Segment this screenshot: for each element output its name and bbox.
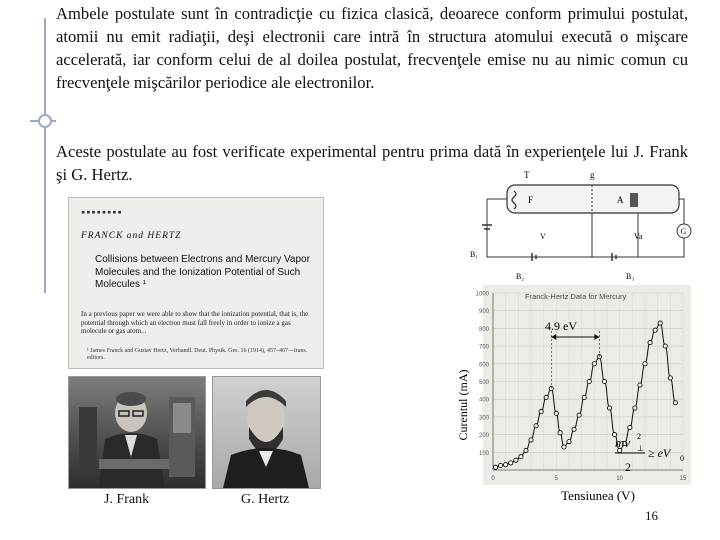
chart-y-tick-label: 400: [478, 397, 489, 404]
label-tube: T: [524, 170, 530, 180]
chart-data-point: [638, 383, 642, 387]
chart-y-tick-label: 200: [478, 433, 489, 440]
formula-relation: ≥ eV: [648, 446, 671, 460]
chart-data-point: [582, 395, 586, 399]
label-voltage: V: [540, 232, 546, 241]
chart-data-point: [602, 379, 606, 383]
chart-x-tick-label: 10: [616, 476, 624, 482]
caption-hertz: G. Hertz: [241, 492, 290, 507]
decorative-vertical-line: [44, 18, 46, 293]
chart-y-tick-label: 100: [478, 450, 489, 457]
chart-data-point: [554, 411, 558, 415]
photo-hertz: [212, 376, 321, 489]
chart-data-point: [577, 413, 581, 417]
decorative-bullet-circle: [38, 114, 52, 128]
chart-x-tick-label: 15: [679, 476, 687, 482]
chart-data-point: [514, 458, 518, 462]
chart-data-point: [643, 362, 647, 366]
chart-y-tick-label: 500: [478, 380, 489, 386]
paper-title: Collisions between Electrons and Mercury Vapor Molecules and the Ionization Potential of Such Molecules ¹: [95, 254, 310, 290]
chart-data-point: [572, 427, 576, 431]
chart-data-point: [607, 406, 611, 410]
chart-data-point: [539, 409, 543, 413]
paper-header-dots: ▪▪▪▪▪▪▪▪: [81, 208, 123, 216]
paragraph-postulates: Ambele postulate sunt în contradicţie cu fizica clasică, deoarece conform primului postulat, atomii nu emit radiaţii, deşi electronii care intră în structura atomului execută o mişcare accelerată, iar conform celui de al doilea postulat, frecvenţele emise nu au nimic comun cu frecvenţele mişcărilor periodice ale electronilor.: [56, 4, 688, 92]
chart-data-point: [558, 431, 562, 435]
chart-data-point: [524, 448, 528, 452]
label-battery-b3: B₃: [626, 272, 635, 281]
paragraph-experiment: Aceste postulate au fost verificate experimental pentru prima dată în experienţele lui J. Frank şi G. Hertz.: [56, 142, 688, 184]
chart-y-tick-label: 300: [478, 415, 489, 422]
chart-x-tick-label: 5: [554, 476, 559, 482]
formula-rhs-subscript: 0: [680, 454, 684, 463]
chart-y-axis-label: Curentul (mA): [456, 369, 470, 441]
chart-data-point: [673, 401, 677, 405]
page-number: 16: [645, 508, 658, 523]
hertz-portrait-illustration: [213, 377, 320, 488]
chart-data-point: [529, 438, 533, 442]
chart-data-point: [663, 344, 667, 348]
chart-y-tick-label: 1000: [475, 291, 489, 298]
formula-denominator: 2: [625, 460, 631, 474]
label-filament: F: [528, 195, 534, 205]
franck-hertz-chart: [455, 285, 691, 507]
chart-x-axis-label: Tensiunea (V): [561, 488, 635, 503]
chart-annotation-4.9eV: 4.9 eV: [545, 319, 577, 333]
chart-data-point: [562, 445, 566, 449]
chart-data-point: [668, 376, 672, 380]
label-battery-b1: B₁: [470, 250, 479, 259]
anode-plate: [630, 193, 638, 207]
label-meter: G: [680, 227, 687, 236]
chart-y-tick-label: 600: [478, 362, 489, 369]
chart-data-point: [509, 461, 513, 465]
chart-y-tick-label: 900: [478, 309, 489, 316]
chart-data-point: [648, 340, 652, 344]
paper-authors: FRANCK and HERTZ: [81, 231, 182, 241]
label-battery-b2: B₂: [516, 272, 525, 281]
chart-y-tick-label: 800: [478, 326, 489, 333]
chart-data-point: [653, 328, 657, 332]
caption-frank: J. Frank: [104, 492, 150, 507]
chart-data-point: [587, 379, 591, 383]
chart-data-point: [567, 440, 571, 444]
paper-footnote: ¹ James Franck and Gustav Hertz, Verhandl. Deut. Physik. Ges. 16 (1914), 457–467—trans. editors.: [87, 348, 308, 361]
chart-data-point: [628, 425, 632, 429]
formula-power: 2: [637, 432, 641, 441]
formula-numerator: mv: [615, 435, 631, 450]
label-grid: g: [590, 170, 595, 180]
chart-title: Franck-Hertz Data for Mercury: [525, 292, 627, 301]
formula-subscript: ⊥: [637, 444, 644, 453]
label-anode-voltage: Va: [634, 232, 643, 241]
chart-data-point: [633, 406, 637, 410]
chart-data-point: [504, 463, 508, 467]
chart-data-point: [592, 362, 596, 366]
chart-x-tick-label: 0: [491, 476, 495, 482]
paper-excerpt-image: [68, 197, 324, 369]
chart-data-point: [544, 395, 548, 399]
frank-portrait-illustration: [69, 377, 205, 488]
label-anode: A: [617, 195, 624, 205]
chart-data-point: [658, 321, 662, 325]
franck-hertz-circuit-diagram: [462, 165, 692, 283]
photo-frank: [68, 376, 206, 489]
chart-data-point: [534, 424, 538, 428]
chart-y-tick-label: 700: [478, 344, 489, 351]
chart-data-point: [519, 455, 523, 459]
chart-data-point: [493, 465, 497, 469]
chart-data-point: [499, 463, 503, 467]
paper-body: In a previous paper we were able to show that the ionization potential, that is, the potential through which an electron must fall freely in order to ionize a gas molecule or gas atom...: [81, 310, 309, 335]
